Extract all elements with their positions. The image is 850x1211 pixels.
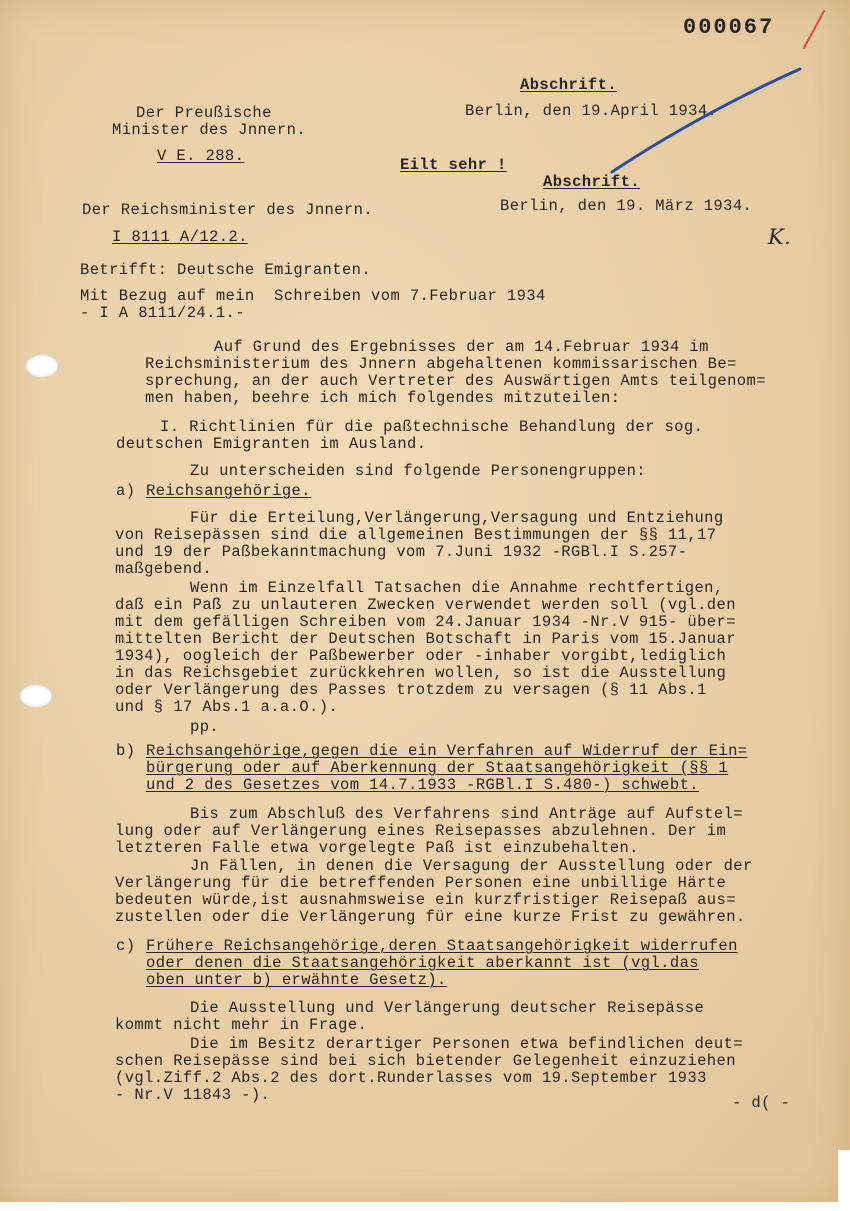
a-para1-line-3: und 19 der Paßbekanntmachung vom 7.Juni 1932 -RGBl.I S.257-	[115, 543, 688, 561]
c-heading-line-1: Frühere Reichsangehörige,deren Staatsangehörigkeit widerrufen	[146, 937, 738, 955]
handwritten-initials: K.	[768, 225, 792, 249]
item-c-marker: c)	[116, 937, 136, 955]
a-para2-line-6: in das Reichsgebiet zurückkehren wollen, so ist die Ausstellung	[115, 664, 727, 682]
b-para1-line-2: lung oder auf Verlängerung eines Reisepasses abzulehnen. Der im	[115, 822, 727, 840]
urgency-note: Eilt sehr !	[400, 156, 507, 174]
b-heading-line-2: bürgerung oder auf Aberkennung der Staatsangehörigkeit (§§ 1	[146, 759, 729, 777]
a-para2-line-1: Wenn im Einzelfall Tatsachen die Annahme rechtfertigen,	[190, 579, 724, 597]
copy-label-reich: Abschrift.	[543, 173, 641, 191]
c-para1-line-1: Die Ausstellung und Verlängerung deutscher Reisepässe	[190, 999, 705, 1017]
c-para2-line-1: Die im Besitz derartiger Personen etwa befindlichen deut=	[190, 1035, 743, 1053]
sender-reich: Der Reichsminister des Jnnern.	[82, 201, 374, 219]
b-para2-line-3: bedeuten würde,ist ausnahmsweise ein kurzfristiger Reisepaß aus=	[115, 891, 736, 909]
b-para2-line-1: Jn Fällen, in denen die Versagung der Ausstellung oder der	[190, 857, 753, 875]
reference-reich: I 8111 A/12.2.	[112, 228, 248, 246]
a-para1-line-1: Für die Erteilung,Verlängerung,Versagung und Entziehung	[190, 509, 724, 527]
reference-line-1: Mit Bezug auf mein Schreiben vom 7.Februar 1934	[80, 287, 546, 305]
subject-line: Betrifft: Deutsche Emigranten.	[80, 261, 372, 279]
b-para1-line-3: letzteren Falle etwa vorgelegte Paß ist einzubehalten.	[115, 839, 639, 857]
c-para2-line-2: schen Reisepässe sind bei sich bietender Gelegenheit einzuziehen	[115, 1052, 736, 1070]
b-para1-line-1: Bis zum Abschluß des Verfahrens sind Anträge auf Aufstel=	[190, 805, 743, 823]
copy-label-prussian: Abschrift.	[520, 76, 618, 94]
place-date-prussian: Berlin, den 19.April 1934.	[465, 102, 718, 120]
intro-line-2: Reichsministerium des Jnnern abgehaltenen kommissarischen Be=	[145, 355, 737, 373]
c-para2-line-3: (vgl.Ziff.2 Abs.2 des dort.Runderlasses vom 19.September 1933	[115, 1069, 707, 1087]
blue-pencil-stroke	[612, 69, 800, 172]
omission-pp: pp.	[190, 718, 220, 736]
sender-prussian-line1: Der Preußische	[136, 104, 272, 122]
reference-line-2: - I A 8111/24.1.-	[80, 304, 245, 322]
b-heading-line-1: Reichsangehörige,gegen die ein Verfahren auf Widerruf der Ein=	[146, 742, 748, 760]
section-I-line-1: I. Richtlinien für die paßtechnische Behandlung der sog.	[160, 418, 704, 436]
archive-number: 000067	[683, 15, 775, 40]
a-para2-line-4: mittelten Bericht der Deutschen Botschaft in Paris vom 15.Januar	[115, 630, 736, 648]
item-b-marker: b)	[116, 742, 136, 760]
a-para2-line-8: und § 17 Abs.1 a.a.O.).	[115, 698, 339, 716]
c-para2-line-4: - Nr.V 11843 -).	[115, 1086, 271, 1104]
b-para2-line-4: zustellen oder die Verlängerung für eine kurze Frist zu gewähren.	[115, 908, 746, 926]
a-para2-line-2: daß ein Paß zu unlauteren Zwecken verwendet werden soll (vgl.den	[115, 596, 736, 614]
intro-line-1: Auf Grund des Ergebnisses der am 14.Februar 1934 im	[214, 338, 709, 356]
intro-line-3: sprechung, an der auch Vertreter des Auswärtigen Amts teilgenom=	[145, 372, 766, 390]
continuation-marker: - d( -	[732, 1094, 791, 1112]
intro-line-4: men haben, beehre ich mich folgendes mitzuteilen:	[145, 389, 621, 407]
b-para2-line-2: Verlängerung für die betreffenden Personen eine unbillige Härte	[115, 874, 727, 892]
red-pencil-tick	[804, 11, 824, 48]
place-date-reich: Berlin, den 19. März 1934.	[500, 197, 753, 215]
a-para2-line-3: mit dem gefälligen Schreiben vom 24.Januar 1934 -Nr.V 915- über=	[115, 613, 736, 631]
a-para2-line-7: oder Verlängerung des Passes trotzdem zu versagen (§ 11 Abs.1	[115, 681, 707, 699]
sender-prussian-line2: Minister des Jnnern.	[112, 121, 307, 139]
groups-intro: Zu unterscheiden sind folgende Personengruppen:	[190, 462, 646, 480]
reference-prussian: V E. 288.	[157, 147, 245, 165]
a-para1-line-2: von Reisepässen sind die allgemeinen Bestimmungen der §§ 11,17	[115, 526, 717, 544]
c-heading-line-3: oben unter b) erwähnte Gesetz).	[146, 971, 447, 989]
section-I-line-2: deutschen Emigranten im Ausland.	[116, 435, 427, 453]
item-a-marker: a)	[116, 482, 136, 500]
c-para1-line-2: kommt nicht mehr in Frage.	[115, 1016, 368, 1034]
a-para1-line-4: maßgebend.	[115, 560, 213, 578]
c-heading-line-2: oder denen die Staatsangehörigkeit aberkannt ist (vgl.das	[146, 954, 699, 972]
a-para2-line-5: 1934), oogleich der Paßbewerber oder -inhaber vorgibt,lediglich	[115, 647, 727, 665]
item-a-heading: Reichsangehörige.	[146, 482, 311, 500]
b-heading-line-3: und 2 des Gesetzes vom 14.7.1933 -RGBl.I S.480-) schwebt.	[146, 776, 699, 794]
